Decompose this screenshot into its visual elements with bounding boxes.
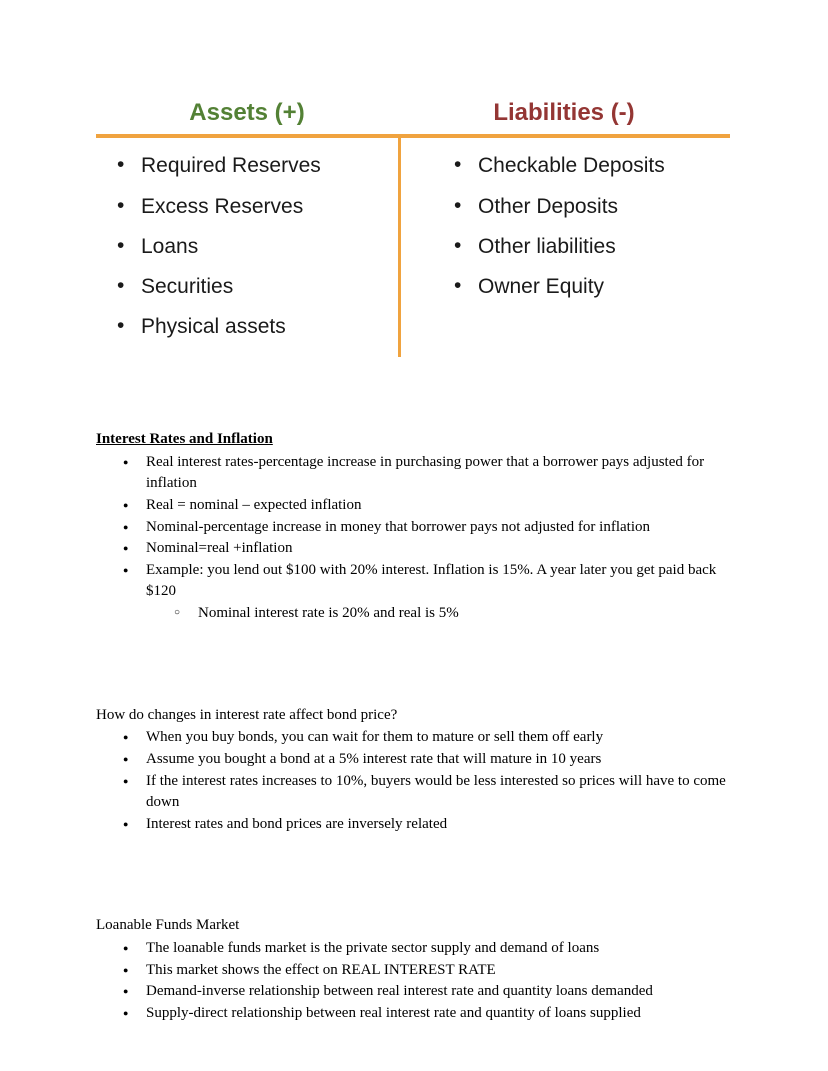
bullet-text: Interest rates and bond prices are inversely related: [146, 815, 448, 832]
list-item: [401, 154, 730, 178]
list-item: [96, 315, 398, 339]
bullet-item: [96, 538, 730, 560]
bullet-item: [96, 814, 730, 836]
bullet-text: Nominal=real +inflation: [146, 540, 293, 557]
assets-list: [96, 154, 398, 339]
bullet-text: Example: you lend out $100 with 20% interest. Inflation is 15%. A year later you get paid back $120: [146, 561, 717, 600]
bullet-list: [96, 727, 730, 835]
assets-column: [96, 138, 398, 357]
bullet-list: [96, 452, 730, 625]
liabilities-list: [401, 154, 730, 299]
list-item: [401, 235, 730, 259]
bullet-text: This market shows the effect on REAL INTEREST RATE: [146, 961, 496, 978]
bullet-item: [96, 771, 730, 814]
liabilities-column: [398, 138, 730, 357]
bullet-list: [96, 938, 730, 1024]
list-item-label: Loans: [141, 234, 199, 258]
list-item-label: Securities: [141, 274, 234, 298]
list-item-label: Physical assets: [141, 314, 286, 338]
bullet-item: [96, 981, 730, 1003]
bullet-text: Assume you bought a bond at a 5% interest rate that will mature in 10 years: [146, 750, 602, 767]
bullet-text: Real interest rates-percentage increase in purchasing power that a borrower pays adjusted for inflation: [146, 453, 705, 492]
bullet-item: [96, 452, 730, 495]
bullet-item: [96, 560, 730, 625]
list-item: [96, 235, 398, 259]
bullet-item: [96, 727, 730, 749]
section-title: How do changes in interest rate affect bond price?: [96, 706, 398, 723]
sub-bullet-item: [146, 603, 730, 625]
list-item: [96, 275, 398, 299]
list-item: [96, 154, 398, 178]
list-item-label: Other liabilities: [478, 234, 616, 258]
sub-bullet-list: [146, 603, 730, 625]
bullet-item: [96, 1003, 730, 1025]
list-item-label: Excess Reserves: [141, 194, 304, 218]
bullet-item: [96, 749, 730, 771]
bullet-item: [96, 960, 730, 982]
list-item: [401, 275, 730, 299]
section-title: Interest Rates and Inflation: [96, 431, 273, 448]
bullet-text: Real = nominal – expected inflation: [146, 497, 362, 514]
list-item: [401, 195, 730, 219]
bullet-item: [96, 495, 730, 517]
bullet-text: Nominal-percentage increase in money that borrower pays not adjusted for inflation: [146, 518, 650, 535]
bullet-text: The loanable funds market is the private sector supply and demand of loans: [146, 940, 600, 957]
list-item-label: Checkable Deposits: [478, 154, 665, 178]
assets-header: Assets (+): [96, 100, 398, 138]
liabilities-header: Liabilities (-): [398, 100, 730, 138]
list-item-label: Owner Equity: [478, 274, 605, 298]
section-bond-prices: [96, 705, 730, 836]
list-item-label: Other Deposits: [478, 194, 619, 218]
sub-bullet-text: Nominal interest rate is 20% and real is 5%: [198, 605, 459, 621]
bullet-item: [96, 517, 730, 539]
balance-sheet-headers: [96, 100, 730, 138]
section-loanable-funds: [96, 915, 730, 1024]
list-item-label: Required Reserves: [141, 154, 321, 178]
balance-sheet-table: [96, 100, 730, 357]
section-interest-rates-inflation: [96, 429, 730, 625]
bullet-text: Demand-inverse relationship between real interest rate and quantity loans demanded: [146, 983, 653, 1000]
section-title: Loanable Funds Market: [96, 917, 240, 934]
balance-sheet-body: [96, 138, 730, 357]
bullet-text: Supply-direct relationship between real interest rate and quantity of loans supplied: [146, 1004, 641, 1021]
bullet-text: When you buy bonds, you can wait for them to mature or sell them off early: [146, 729, 604, 746]
bullet-text: If the interest rates increases to 10%, buyers would be less interested so prices will have to come down: [146, 772, 726, 811]
bullet-item: [96, 938, 730, 960]
list-item: [96, 195, 398, 219]
